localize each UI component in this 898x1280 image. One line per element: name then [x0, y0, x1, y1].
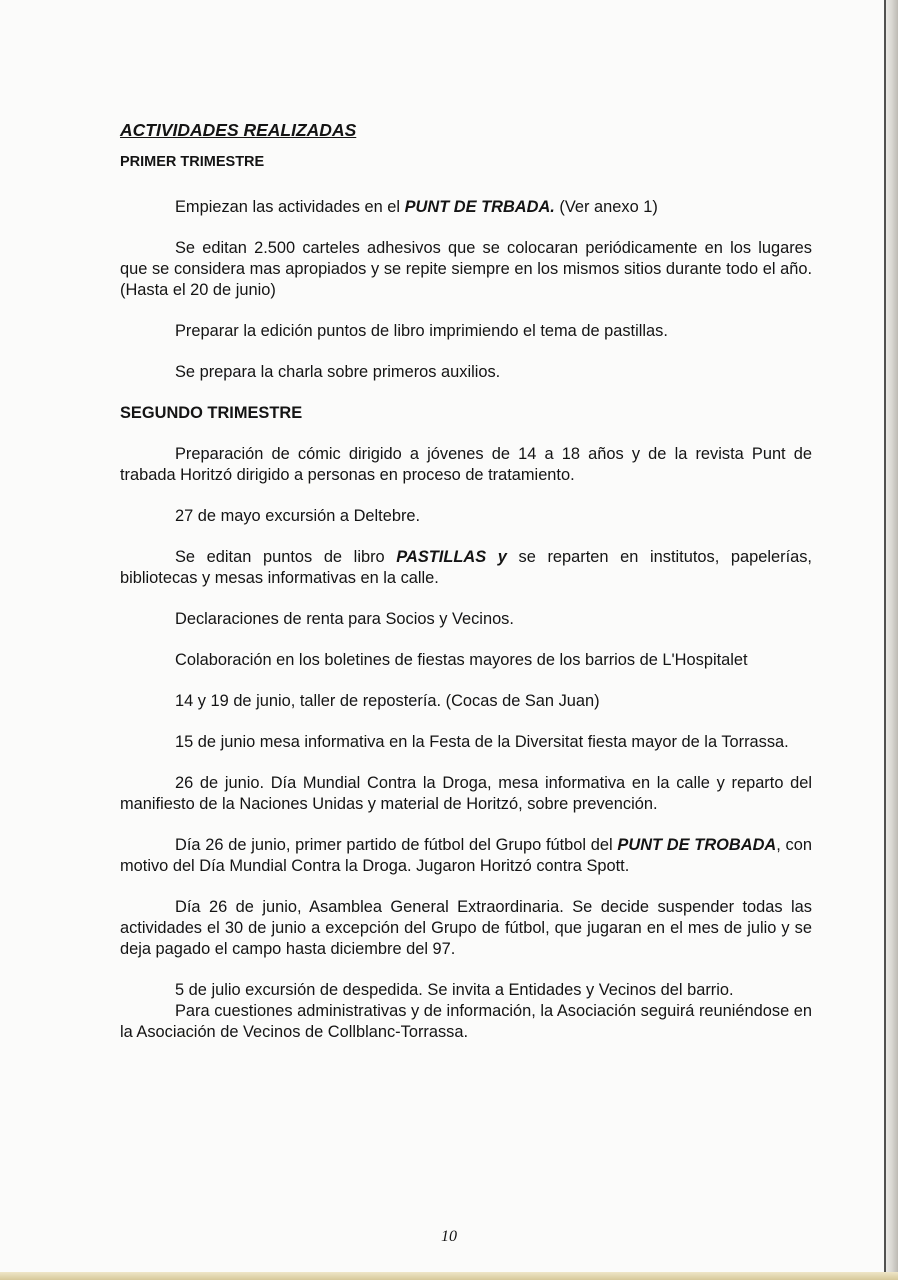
- section-title-primer-trimestre: PRIMER TRIMESTRE: [120, 154, 265, 170]
- page-number: 10: [441, 1228, 457, 1245]
- paragraph: 26 de junio. Día Mundial Contra la Droga, mesa informativa en la calle y reparto del manifiesto de la Naciones Unidas y material de Horitzó, sobre prevención.: [120, 774, 812, 813]
- paragraph: Empiezan las actividades en el PUNT DE TRBADA. (Ver anexo 1): [175, 198, 658, 216]
- paragraph: Para cuestiones administrativas y de información, la Asociación seguirá reuniéndose en la Asociación de Vecinos de Collblanc-Torrassa.: [120, 1002, 812, 1041]
- section-title-segundo-trimestre: SEGUNDO TRIMESTRE: [120, 404, 303, 422]
- page-bottom-edge: [0, 1272, 898, 1280]
- paragraph: Se prepara la charla sobre primeros auxilios.: [175, 363, 501, 381]
- paragraph: 15 de junio mesa informativa en la Festa de la Diversitat fiesta mayor de la Torrassa.: [175, 733, 789, 751]
- paragraph: 5 de julio excursión de despedida. Se invita a Entidades y Vecinos del barrio.: [175, 981, 734, 999]
- paragraph: 14 y 19 de junio, taller de repostería. (Cocas de San Juan): [175, 692, 600, 710]
- page-edge-line: [884, 0, 886, 1280]
- paragraph: Se editan puntos de libro PASTILLAS y se reparten en institutos, papelerías, bibliotecas y mesas informativas en la calle.: [120, 548, 812, 587]
- paragraph: Día 26 de junio, Asamblea General Extraordinaria. Se decide suspender todas las actividades el 30 de junio a excepción del Grupo de fútbol, que jugaran en el mes de julio y se deja pagado el campo hasta diciembre del 97.: [120, 898, 812, 958]
- page-edge-shadow: [884, 0, 898, 1280]
- document-body: [120, 120, 812, 1043]
- paragraph: Se editan 2.500 carteles adhesivos que se colocaran periódicamente en los lugares que se considera mas apropiados y se repite siempre en los mismos sitios durante todo el año. (Hasta el 20 de junio): [120, 239, 812, 299]
- paragraph: Declaraciones de renta para Socios y Vecinos.: [175, 610, 514, 628]
- document-heading: ACTIVIDADES REALIZADAS: [120, 120, 357, 140]
- paragraph: Preparar la edición puntos de libro imprimiendo el tema de pastillas.: [175, 322, 668, 340]
- paragraph: Preparación de cómic dirigido a jóvenes de 14 a 18 años y de la revista Punt de trabada Horitzó dirigido a personas en proceso de tratamiento.: [120, 445, 812, 484]
- paragraph: Colaboración en los boletines de fiestas mayores de los barrios de L'Hospitalet: [175, 651, 748, 669]
- paragraph: Día 26 de junio, primer partido de fútbol del Grupo fútbol del PUNT DE TROBADA, con motivo del Día Mundial Contra la Droga. Jugaron Horitzó contra Spott.: [120, 836, 812, 875]
- paragraph: 27 de mayo excursión a Deltebre.: [175, 507, 421, 525]
